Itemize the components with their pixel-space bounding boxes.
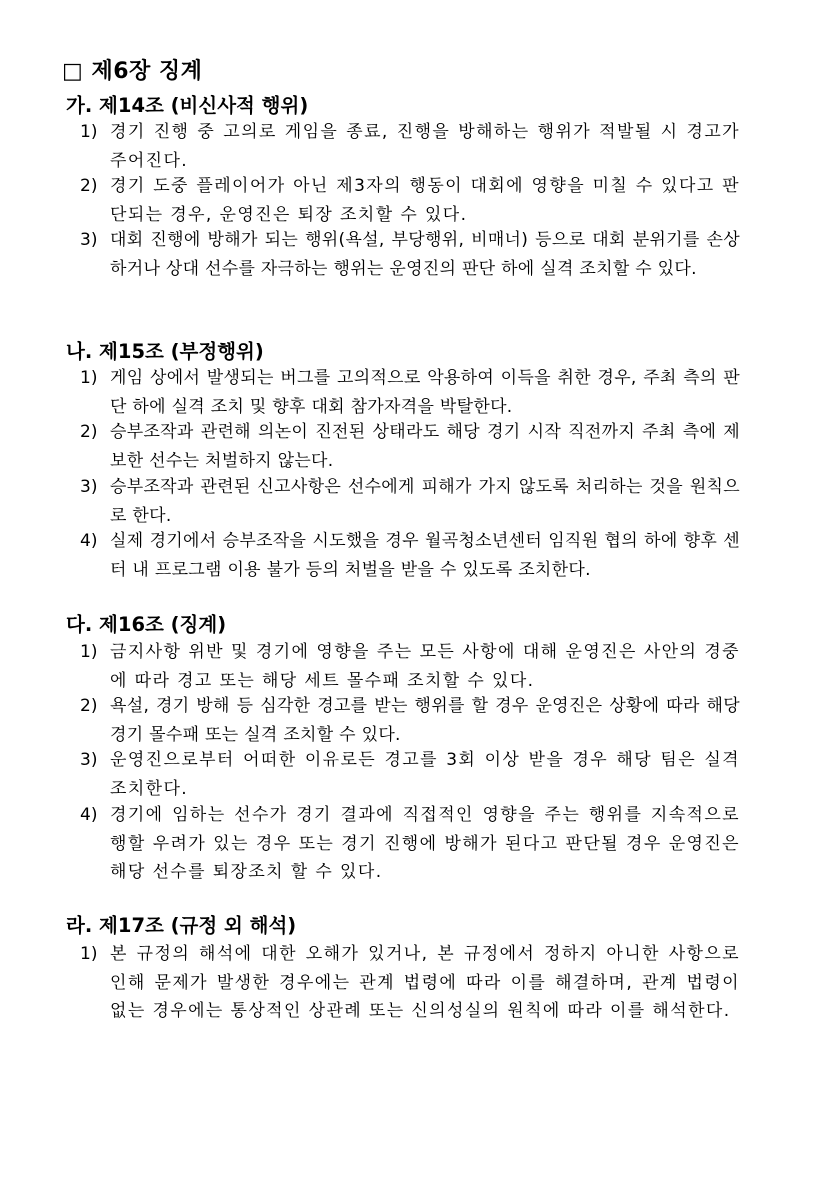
article-16-item-3 [80,746,740,803]
item-number: 1) [80,122,98,142]
section-heading-article-17: 라. 제17조 (규정 외 해석) [66,914,297,937]
item-text: 대회 진행에 방해가 되는 행위(욕설, 부당행위, 비매너) 등으로 대회 분위기를 손상하거나 상대 선수를 자극하는 행위는 운영진의 판단 하에 실격 조치할 수 있다. [110,230,740,279]
item-text: 금지사항 위반 및 경기에 영향을 주는 모든 사항에 대해 운영진은 사안의 경중에 따라 경고 또는 해당 세트 몰수패 조치할 수 있다. [110,642,740,691]
article-15-item-2 [80,418,740,475]
article-14-item-2 [80,172,740,229]
item-number: 2) [80,696,98,716]
article-14-item-3 [80,226,740,283]
item-text: 실제 경기에서 승부조작을 시도했을 경우 월곡청소년센터 임직원 협의 하에 향후 센터 내 프로그램 이용 불가 등의 처벌을 받을 수 있도록 조치한다. [110,531,740,580]
item-text: 경기에 임하는 선수가 경기 결과에 직접적인 영향을 주는 행위를 지속적으로 행할 우려가 있는 경우 또는 경기 진행에 방해가 된다고 판단될 경우 운영진은 해당 선수를 퇴장조치 할 수 있다. [110,805,740,882]
item-number: 1) [80,642,98,662]
article-14-item-1 [80,118,740,175]
article-15-item-1 [80,364,740,421]
item-text: 경기 도중 플레이어가 아닌 제3자의 행동이 대회에 영향을 미칠 수 있다고 판단되는 경우, 운영진은 퇴장 조치할 수 있다. [110,176,740,225]
item-text: 게임 상에서 발생되는 버그를 고의적으로 악용하여 이득을 취한 경우, 주최 측의 판단 하에 실격 조치 및 향후 대회 참가자격을 박탈한다. [110,368,740,417]
item-number: 2) [80,422,98,442]
item-text: 운영진으로부터 어떠한 이유로든 경고를 3회 이상 받을 경우 해당 팀은 실격 조치한다. [110,750,740,799]
item-text: 승부조작과 관련해 의논이 진전된 상태라도 해당 경기 시작 직전까지 주최 측에 제보한 선수는 처벌하지 않는다. [110,422,740,471]
item-number: 1) [80,368,98,388]
article-17-item-1 [80,940,740,1026]
section-heading-article-14: 가. 제14조 (비신사적 행위) [66,94,309,117]
article-16-item-2 [80,692,740,749]
section-heading-article-15: 나. 제15조 (부정행위) [66,340,264,363]
item-text: 본 규정의 해석에 대한 오해가 있거나, 본 규정에서 정하지 아니한 사항으로 인해 문제가 발생한 경우에는 관계 법령에 따라 이를 해결하며, 관계 법령이 없는 경우에는 통상적인 상관례 또는 신의성실의 원칙에 따라 이를 해석한다. [110,944,740,1021]
article-16-item-1 [80,638,740,695]
item-number: 3) [80,230,98,250]
item-number: 4) [80,805,98,825]
item-number: 3) [80,750,98,770]
section-heading-article-16: 다. 제16조 (징계) [66,613,227,636]
item-text: 승부조작과 관련된 신고사항은 선수에게 피해가 가지 않도록 처리하는 것을 원칙으로 한다. [110,477,740,526]
item-number: 4) [80,531,98,551]
item-number: 2) [80,176,98,196]
article-15-item-3 [80,473,740,530]
item-text: 경기 진행 중 고의로 게임을 종료, 진행을 방해하는 행위가 적발될 시 경고가 주어진다. [110,122,740,171]
article-16-item-4 [80,801,740,887]
article-15-item-4 [80,527,740,584]
chapter-title: □ 제6장 징계 [62,59,203,84]
item-text: 욕설, 경기 방해 등 심각한 경고를 받는 행위를 할 경우 운영진은 상황에 따라 해당 경기 몰수패 또는 실격 조치할 수 있다. [110,696,740,745]
item-number: 3) [80,477,98,497]
item-number: 1) [80,944,98,964]
